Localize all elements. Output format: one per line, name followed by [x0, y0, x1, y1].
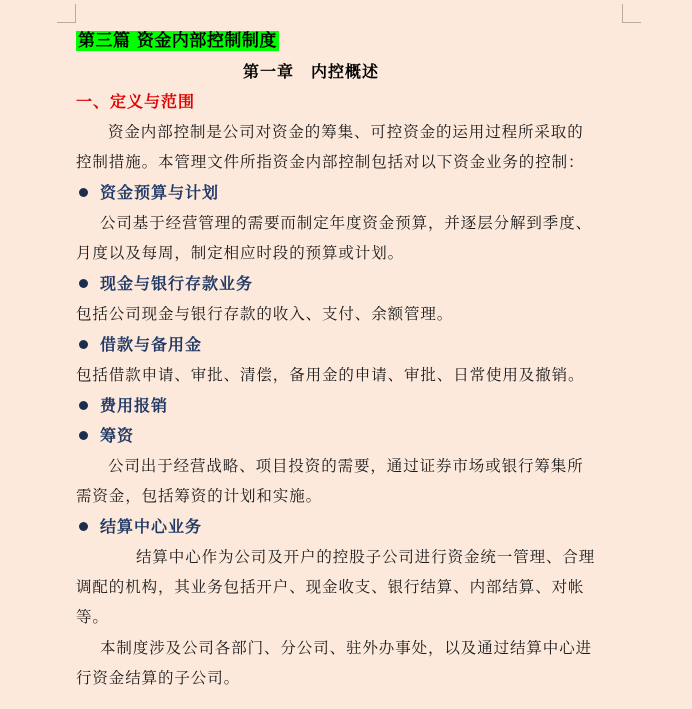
bullet-item-cash-bank — [76, 273, 253, 295]
item-text-line: 等。 — [76, 608, 109, 626]
bullet-label: 借款与备用金 — [100, 335, 203, 354]
item-text-line: 公司出于经营战略、项目投资的需要，通过证券市场或银行筹集所 — [108, 457, 584, 475]
item-text-line: 包括借款申请、审批、清偿，备用金的申请、审批、日常使用及撤销。 — [76, 366, 585, 384]
intro-paragraph-line-2: 控制措施。本管理文件所指资金内部控制包括对以下资金业务的控制： — [76, 153, 585, 171]
bullet-item-loans — [76, 334, 202, 356]
bullet-dot-icon — [79, 340, 88, 349]
bullet-item-financing — [76, 425, 134, 447]
crop-mark-top-left — [57, 4, 76, 23]
item-text-line: 公司基于经营管理的需要而制定年度资金预算，并逐层分解到季度、 — [100, 214, 593, 232]
intro-paragraph-line-1: 资金内部控制是公司对资金的筹集、可控资金的运用过程所采取的 — [108, 123, 584, 141]
bullet-dot-icon — [79, 522, 88, 531]
item-text-line: 包括公司现金与银行存款的收入、支付、余额管理。 — [76, 305, 454, 323]
bullet-label: 结算中心业务 — [100, 517, 203, 536]
part-title-row — [76, 28, 279, 54]
crop-mark-top-right — [622, 4, 641, 23]
bullet-dot-icon — [79, 431, 88, 440]
bullet-label: 现金与银行存款业务 — [100, 274, 254, 293]
bullet-item-expense — [76, 395, 168, 417]
item-text-line: 调配的机构，其业务包括开户、现金收支、银行结算、内部结算、对帐 — [76, 578, 585, 596]
bullet-label: 费用报销 — [100, 396, 169, 415]
bullet-item-settlement — [76, 516, 202, 538]
bullet-dot-icon — [79, 279, 88, 288]
item-text-line: 月度以及每周，制定相应时段的预算或计划。 — [76, 244, 405, 262]
bullet-item-budget — [76, 182, 219, 204]
chapter-title: 第一章 内控概述 — [243, 62, 380, 81]
bullet-dot-icon — [79, 401, 88, 410]
bullet-label: 资金预算与计划 — [100, 183, 220, 202]
section-title: 一、定义与范围 — [76, 92, 196, 111]
item-text-line: 结算中心作为公司及开户的控股子公司进行资金统一管理、合理 — [136, 548, 596, 566]
closing-paragraph-line-1: 本制度涉及公司各部门、分公司、驻外办事处，以及通过结算中心进 — [100, 639, 593, 657]
part-title: 第三篇 资金内部控制制度 — [78, 31, 277, 51]
item-text-line: 需资金，包括筹资的计划和实施。 — [76, 487, 323, 505]
bullet-label: 筹资 — [100, 426, 135, 445]
bullet-dot-icon — [79, 188, 88, 197]
closing-paragraph-line-2: 行资金结算的子公司。 — [76, 669, 241, 687]
